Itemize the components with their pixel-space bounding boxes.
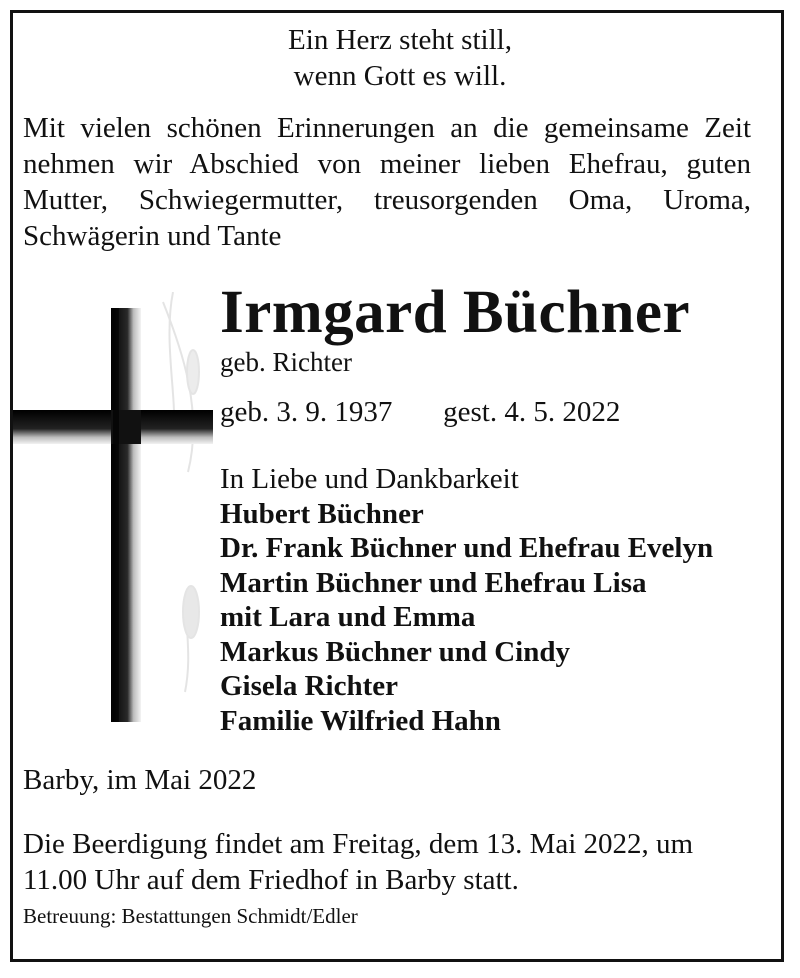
mourner-name: mit Lara und Emma <box>220 601 476 633</box>
maiden-name: geb. Richter <box>220 347 352 377</box>
mourners-heading: In Liebe und Dankbarkeit <box>220 463 519 495</box>
mourner-name: Dr. Frank Büchner und Ehefrau Evelyn <box>220 532 714 564</box>
intro-text <box>23 110 751 254</box>
intro-line: Mit vielen schönen Erinnerungen an die gemeinsame Zeit <box>23 112 751 144</box>
intro-line: Mutter, Schwiegermutter, treusorgenden Oma, Uroma, <box>23 184 751 216</box>
mourner-name: Familie Wilfried Hahn <box>220 704 501 737</box>
death-date: gest. 4. 5. 2022 <box>443 396 621 428</box>
deceased-name: Irmgard Büchner <box>220 279 691 346</box>
motto-line: wenn Gott es will. <box>293 60 507 92</box>
mourners-list <box>220 462 713 738</box>
intro-line: Schwägerin und Tante <box>23 220 282 252</box>
motto <box>0 22 800 94</box>
mourner-name: Hubert Büchner <box>220 497 424 530</box>
funeral-line: 11.00 Uhr auf dem Friedhof in Barby statt. <box>23 864 519 896</box>
intro-line: nehmen wir Abschied von meiner lieben Ehefrau, guten <box>23 148 751 180</box>
mourner-name: Gisela Richter <box>220 670 398 702</box>
place-date: Barby, im Mai 2022 <box>23 764 257 796</box>
cross-icon <box>13 292 213 722</box>
funeral-home: Betreuung: Bestattungen Schmidt/Edler <box>23 904 358 928</box>
motto-line: Ein Herz steht still, <box>288 24 512 56</box>
mourner-name: Markus Büchner und Cindy <box>220 635 570 668</box>
funeral-line: Die Beerdigung findet am Freitag, dem 13. Mai 2022, um <box>23 828 694 860</box>
life-dates <box>220 394 620 430</box>
funeral-notice <box>23 826 751 898</box>
mourner-name: Martin Büchner und Ehefrau Lisa <box>220 566 647 599</box>
birth-date: geb. 3. 9. 1937 <box>220 396 393 428</box>
